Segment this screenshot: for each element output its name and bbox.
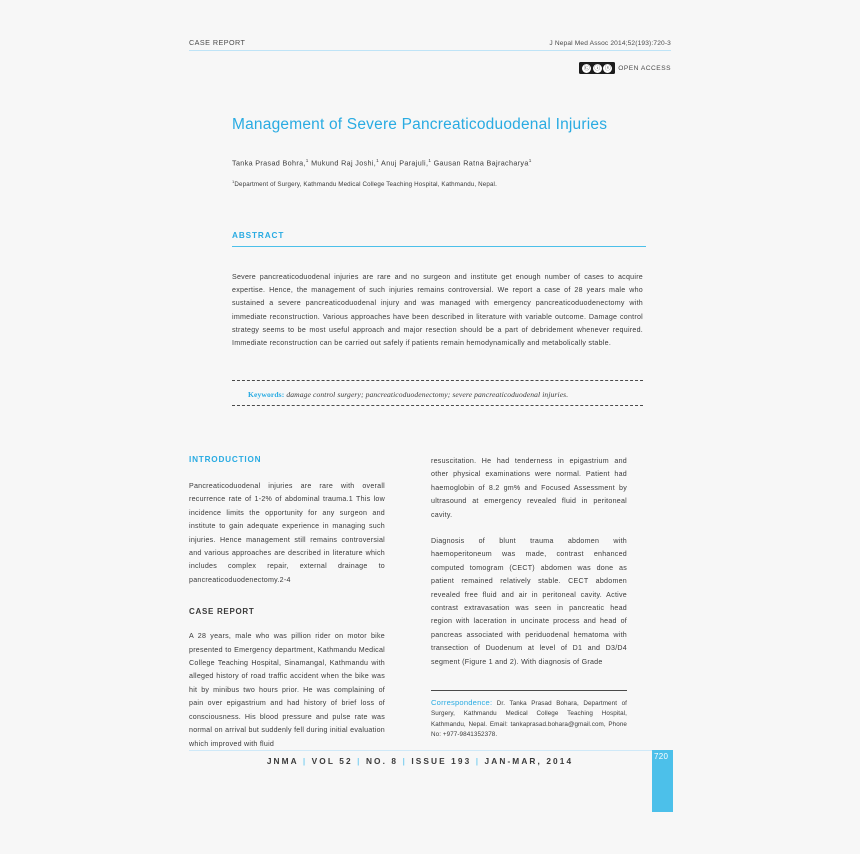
section-label: CASE REPORT: [189, 38, 246, 47]
case-report-paragraph: A 28 years, male who was pillion rider on motor bike presented to Emergency department, Kathmandu Medical College Teaching Hospital, Sinamangal, Kathmandu with alleged history of road traffic accident when the bike was hit by minibus two hours prior. He was complaining of pain over epigastrium and had history of brief loss of consciousness. His blood pressure and pulse rate was normal on arrival but suddenly fell during initial evaluation which improved with fluid: [189, 632, 385, 748]
footer-citation: [189, 756, 651, 766]
abstract-divider: [232, 246, 646, 247]
keywords-bottom-rule: [232, 405, 643, 406]
page-number-tab: [652, 750, 673, 812]
footer-journal: JNMA: [266, 756, 299, 766]
left-column: [189, 455, 385, 764]
footer-divider: [189, 750, 671, 751]
correspondence-divider: [431, 690, 627, 691]
journal-citation: J Nepal Med Assoc 2014;52(193):720-3: [549, 40, 671, 47]
footer-number: NO. 8: [365, 756, 399, 766]
author-affiliation: $^1$Department of Surgery, Kathmandu Medical College Teaching Hospital, Kathmandu, Nepal.: [232, 179, 497, 189]
right-paragraph-1: resuscitation. He had tenderness in epigastrium and other physical examinations were normal. Patient had haemoglobin of 8.2 gm% and Focused Assessment by ultrasound at emergency revealed fluid in peritoneal cavity.: [431, 457, 627, 519]
case-report-heading: CASE REPORT: [189, 607, 255, 617]
correspondence-details: Dr. Tanka Prasad Bohara, Department of Surgery, Kathmandu Medical College Teaching Hospital, Kathmandu, Nepal. Email: tankaprasad.bohara@gmail.com, Phone No: +977-9841352378.: [431, 700, 627, 738]
correspondence-box: [431, 690, 627, 740]
keywords-line: [232, 381, 643, 405]
open-access-badge: [579, 62, 671, 74]
author-list: Tanka Prasad Bohra,$^1$ Mukund Raj Joshi,$^1$ Anuj Parajuli,$^1$ Gausan Ratna Bajracharya$^1$: [232, 158, 532, 168]
page-header: [189, 38, 671, 47]
footer-separator-2: |: [357, 756, 362, 766]
keywords-text: damage control surgery; pancreaticoduodenectomy; severe pancreaticoduodenal injuries.: [286, 390, 569, 399]
footer-issue: ISSUE 193: [411, 756, 472, 766]
page-number: 720: [654, 752, 669, 761]
header-divider: [189, 50, 671, 51]
page-content: [186, 0, 674, 854]
footer-separator-1: |: [302, 756, 308, 766]
open-access-label: OPEN ACCESS: [618, 64, 671, 72]
footer-date: JAN-MAR, 2014: [484, 756, 574, 766]
keywords-label: Keywords:: [248, 390, 285, 399]
article-title: Management of Severe Pancreaticoduodenal Injuries: [232, 116, 608, 133]
abstract-heading: ABSTRACT: [232, 231, 285, 240]
correspondence-body: [431, 698, 627, 740]
right-paragraph-2: Diagnosis of blunt trauma abdomen with haemoperitoneum was made, contrast enhanced computed tomogram (CECT) abdomen was done as patient remained relatively stable. CECT abdomen revealed free fluid and air in peritoneal cavity. Active contrast extravasation was seen in pancreatic head region with laceration in uncinate process and head of pancreas associated with periduodenal hematoma with transection of Duodenum at level of D1 and D3/D4 segment (Figure 1 and 2). With diagnosis of Grade: [431, 537, 627, 666]
footer-volume: VOL 52: [311, 756, 353, 766]
creative-commons-icon: [579, 62, 615, 74]
abstract-text: Severe pancreaticoduodenal injuries are rare and no surgeon and institute get enough number of cases to acquire expertise. Hence, the management of such injuries remains controversial. We report a case of 28 years male who sustained a severe pancreaticoduodenal injury and was managed with emergency pancreaticoduodenectomy with immediate reconstruction. Various approaches have been described in literature with variable outcome. Damage control strategy seems to be most useful approach and major resection should be a part of debridement whenever required. Immediate reconstruction can be carried out safely if patients remain hemodynamically and metabolically stable.: [232, 273, 643, 348]
footer-separator-3: |: [402, 756, 407, 766]
introduction-paragraph: Pancreaticoduodenal injuries are rare with overall recurrence rate of 1-2% of abdominal trauma.1 This low incidence limits the opportunity for any surgeon and institute to gain adequate experience in managing such injuries. Hence management still remains controversial and various approaches are described in literature which includes complex repair, external drainage to pancreaticoduodenectomy.2-4: [189, 482, 385, 584]
correspondence-label: Correspondence:: [431, 698, 493, 708]
right-column: [431, 455, 627, 682]
introduction-heading: INTRODUCTION: [189, 455, 262, 464]
footer-separator-4: |: [475, 756, 481, 766]
cc-glyph-copyleft: Ⓒ: [583, 64, 590, 72]
keywords-box: [232, 380, 643, 406]
cc-glyph-sa: ⓢ: [604, 64, 611, 72]
cc-glyph-by: ⓘ: [594, 64, 601, 72]
